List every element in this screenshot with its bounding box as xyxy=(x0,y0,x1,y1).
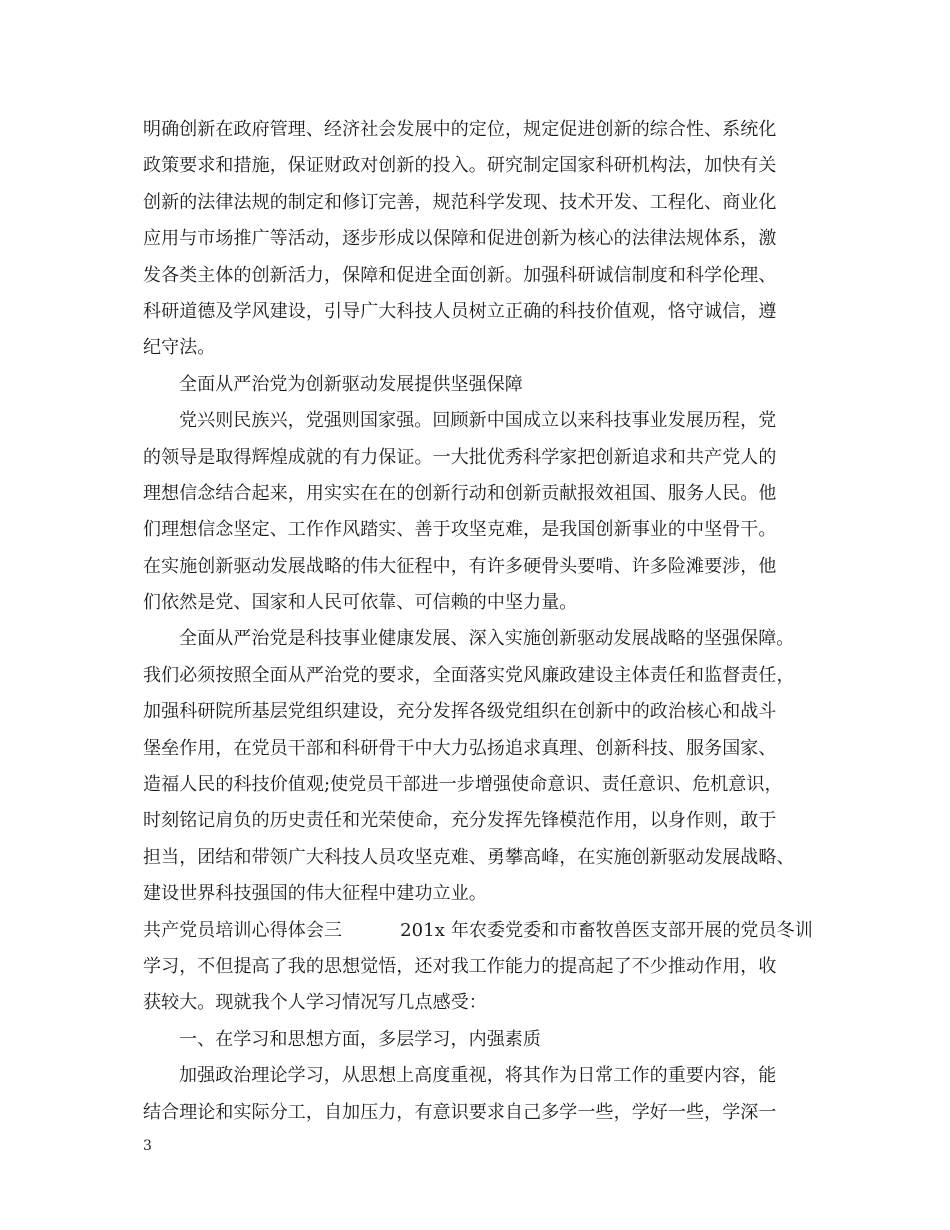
text-line-7: 纪守法。 xyxy=(143,337,216,359)
text-line-3: 创新的法律法规的制定和修订完善，规范科学发现、技术开发、工程化、商业化 xyxy=(143,191,777,213)
text-line-24: 学习，不但提高了我的思想觉悟，还对我工作能力的提高起了不少推动作用，收 xyxy=(143,955,777,977)
text-line-27: 加强政治理论学习，从思想上高度重视，将其作为日常工作的重要内容，能 xyxy=(179,1065,777,1087)
document-body xyxy=(143,112,823,1131)
text-line-11: 理想信念结合起来，用实实在在的创新行动和创新贡献报效祖国、服务人民。他 xyxy=(143,482,777,504)
text-line-25: 获较大。现就我个人学习情况写几点感受： xyxy=(143,992,487,1014)
text-line-20: 时刻铭记肩负的历史责任和光荣使命，充分发挥先锋模范作用，以身作则，敢于 xyxy=(143,810,777,832)
text-line-1: 明确创新在政府管理、经济社会发展中的定位，规定促进创新的综合性、系统化 xyxy=(143,119,777,140)
text-line-23 xyxy=(143,913,823,949)
text-line-2: 政策要求和措施，保证财政对创新的投入。研究制定国家科研机构法，加快有关 xyxy=(143,155,777,177)
text-line-16: 我们必须按照全面从严治党的要求，全面落实党风廉政建设主体责任和监督责任， xyxy=(143,664,795,686)
text-line-15: 全面从严治党是科技事业健康发展、深入实施创新驱动发展战略的坚强保障。 xyxy=(179,628,795,650)
article-opening: 201x 年农委党委和市畜牧兽医支部开展的党员冬训 xyxy=(400,919,813,941)
article-title: 共产党员培训心得体会三 xyxy=(143,919,343,941)
text-line-5: 发各类主体的创新活力，保障和促进全面创新。加强科研诚信制度和科学伦理、 xyxy=(143,264,777,286)
text-line-9: 党兴则民族兴，党强则国家强。回顾新中国成立以来科技事业发展历程，党 xyxy=(179,410,777,432)
section-heading-1: 全面从严治党为创新驱动发展提供坚强保障 xyxy=(179,373,523,395)
text-line-12: 们理想信念坚定、工作作风踏实、善于攻坚克难，是我国创新事业的中坚骨干。 xyxy=(143,519,777,541)
text-line-19: 造福人民的科技价值观;使党员干部进一步增强使命意识、责任意识、危机意识， xyxy=(143,774,783,796)
text-line-10: 的领导是取得辉煌成就的有力保证。一大批优秀科学家把创新追求和共产党人的 xyxy=(143,446,777,468)
text-line-28: 结合理论和实际分工，自加压力，有意识要求自己多学一些，学好一些，学深一 xyxy=(143,1101,777,1123)
section-heading-2: 一、在学习和思想方面，多层学习，内强素质 xyxy=(179,1028,541,1050)
text-line-21: 担当，团结和带领广大科技人员攻坚克难、勇攀高峰，在实施创新驱动发展战略、 xyxy=(143,846,795,868)
page-number: 3 xyxy=(143,1138,152,1154)
text-line-22: 建设世界科技强国的伟大征程中建功立业。 xyxy=(143,883,487,905)
text-line-18: 堡垒作用，在党员干部和科研骨干中大力弘扬追求真理、创新科技、服务国家、 xyxy=(143,737,777,759)
text-line-6: 科研道德及学风建设，引导广大科技人员树立正确的科技价值观，恪守诚信，遵 xyxy=(143,300,777,322)
text-line-13: 在实施创新驱动发展战略的伟大征程中，有许多硬骨头要啃、许多险滩要涉，他 xyxy=(143,555,777,577)
text-line-14: 们依然是党、国家和人民可依靠、可信赖的中坚力量。 xyxy=(143,592,578,614)
text-line-17: 加强科研院所基层党组织建设，充分发挥各级党组织在创新中的政治核心和战斗 xyxy=(143,701,777,723)
text-line-4: 应用与市场推广等活动，逐步形成以保障和促进创新为核心的法律法规体系，激 xyxy=(143,228,777,250)
